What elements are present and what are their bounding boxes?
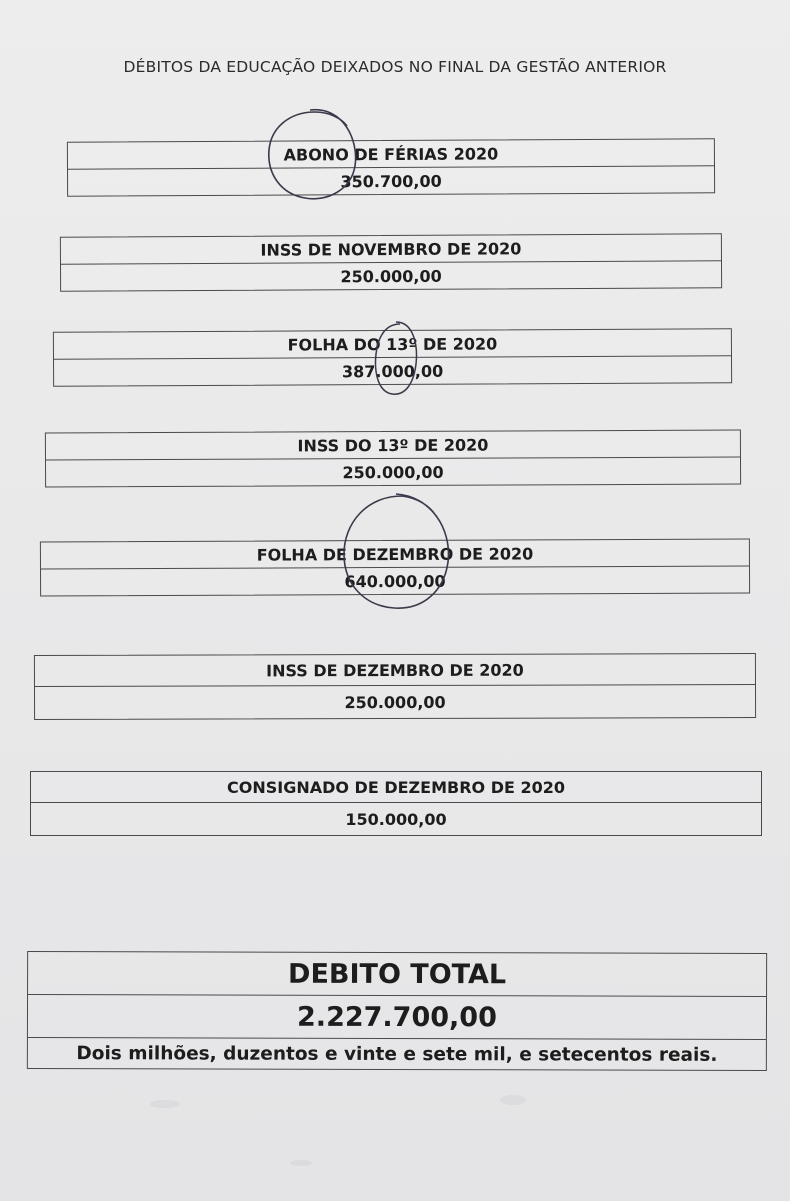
debt-item-label: CONSIGNADO DE DEZEMBRO DE 2020 <box>226 777 565 797</box>
debt-item-label: FOLHA DO 13º DE 2020 <box>287 333 498 355</box>
paper-smudge <box>290 1160 312 1166</box>
debt-item-inss-dezembro <box>34 653 756 720</box>
debt-item-amount: 250.000,00 <box>61 260 721 290</box>
debt-item-amount: 387.000,00 <box>54 355 731 386</box>
debt-item-folha-dezembro <box>40 538 750 596</box>
debt-item-amount: 150.000,00 <box>31 802 761 835</box>
debt-item-label: FOLHA DE DEZEMBRO DE 2020 <box>256 543 534 565</box>
debt-item-inss-novembro <box>60 233 722 291</box>
debt-item-folha-13 <box>53 328 732 387</box>
debt-item-amount: 250.000,00 <box>35 684 755 719</box>
debt-item-abono-ferias <box>67 138 715 196</box>
debt-item-amount: 640.000,00 <box>41 565 749 595</box>
paper-smudge <box>500 1095 526 1105</box>
debt-item-amount: 350.700,00 <box>68 165 714 195</box>
debt-total <box>27 951 767 1071</box>
debt-item-label: INSS DE DEZEMBRO DE 2020 <box>266 660 524 680</box>
debt-item-inss-13 <box>45 429 741 487</box>
debt-item-label: INSS DO 13º DE 2020 <box>297 435 489 455</box>
document-title: DÉBITOS DA EDUCAÇÃO DEIXADOS NO FINAL DA GESTÃO ANTERIOR <box>123 58 667 76</box>
debt-item-amount: 250.000,00 <box>46 456 740 486</box>
debt-total-in-words: Dois milhões, duzentos e vinte e sete mil, e setecentos reais. <box>28 1037 766 1070</box>
debt-item-label: INSS DE NOVEMBRO DE 2020 <box>260 238 522 260</box>
debt-item-label: ABONO DE FÉRIAS 2020 <box>283 143 499 165</box>
debt-total-label: DEBITO TOTAL <box>288 958 507 990</box>
paper-smudge <box>150 1100 180 1108</box>
debt-total-amount: 2.227.700,00 <box>28 994 766 1039</box>
debt-item-consignado-dezembro <box>30 771 762 836</box>
